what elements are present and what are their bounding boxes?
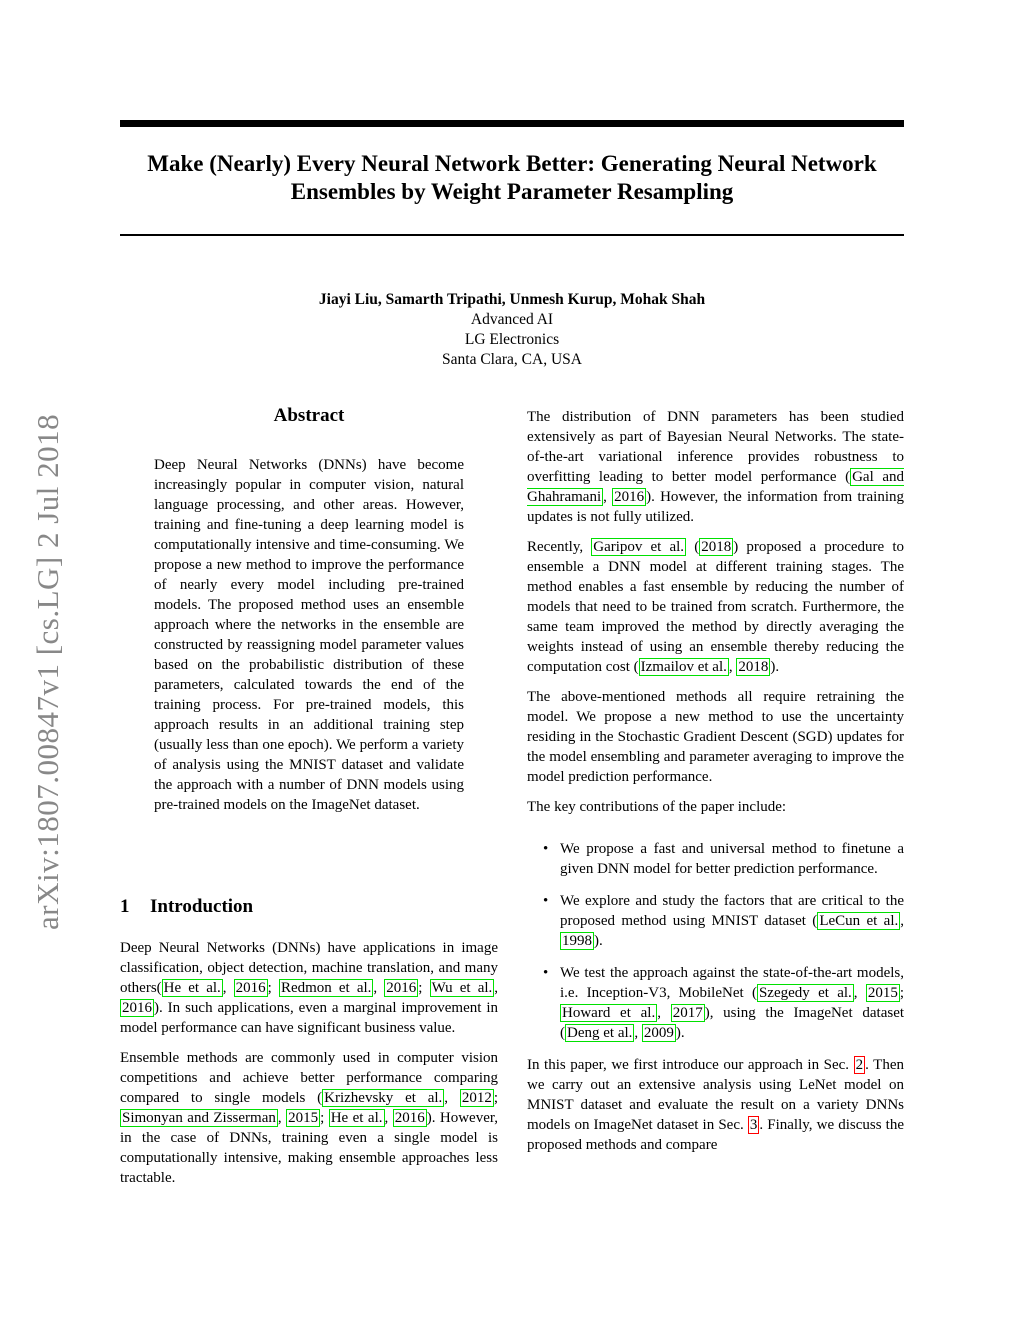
text-span: Deep Neural Networks (DNNs) have applications in image classification, object detection, machine translation, and many others( bbox=[120, 940, 498, 996]
citation-link[interactable]: 2016 bbox=[394, 1110, 425, 1126]
citation-link[interactable]: Gal and Ghahramani bbox=[527, 469, 904, 505]
list-item bbox=[527, 891, 904, 951]
citation-link[interactable]: Krizhevsky et al. bbox=[324, 1090, 443, 1106]
right-paragraph-5 bbox=[527, 1055, 904, 1155]
text-span: ). bbox=[675, 1025, 685, 1041]
affiliation-1: Advanced AI bbox=[470, 311, 554, 328]
text-span: ; bbox=[267, 980, 279, 996]
contributions-list bbox=[527, 839, 904, 1043]
citation-link[interactable]: 2016 bbox=[122, 1000, 152, 1016]
citation-link[interactable]: Deng et al. bbox=[567, 1025, 633, 1041]
citation-link[interactable]: 2015 bbox=[867, 985, 898, 1001]
citation-link[interactable]: 2018 bbox=[738, 659, 769, 675]
text-span: . Finally, we discuss the proposed methods and compare bbox=[527, 1117, 905, 1153]
text-span: ). However, the information from training updates is not fully utilized. bbox=[527, 489, 905, 525]
text-span: ; bbox=[493, 1090, 498, 1106]
text-span: ). In such applications, even a marginal improvement in model performance can have significant business value. bbox=[120, 1000, 498, 1036]
abstract-text: Deep Neural Networks (DNNs) have become increasingly popular in computer vision, natural language processing, and other areas. However, training and fine-tuning a deep learning model is computationally intensive and time-consuming. We propose a new method to improve the performance of nearly every model including pre-trained models. The proposed method uses an ensemble approach where the networks in the ensemble are constructed by reassigning model parameter values based on the probabilistic distribution of these parameters, calculated towards the end of the training process. For pre-trained models, this approach results in an additional training step (usually less than one epoch). We perform a variety of analysis using the MNIST dataset and validate the approach with a number of DNN models using pre-trained models on the ImageNet dataset. bbox=[154, 457, 464, 813]
citation-link[interactable]: Izmailov et al. bbox=[640, 659, 727, 675]
section-number: 1 bbox=[120, 896, 130, 917]
right-paragraph-4: The key contributions of the paper include: bbox=[527, 799, 787, 815]
citation-link[interactable]: 1998 bbox=[562, 933, 592, 949]
section-heading-introduction bbox=[120, 896, 253, 918]
left-column-body bbox=[120, 938, 498, 1198]
text-span: , bbox=[634, 1025, 642, 1041]
citation-link[interactable]: Howard et al. bbox=[562, 1005, 656, 1021]
text-span: ; bbox=[418, 980, 430, 996]
citation-link[interactable]: Garipov et al. bbox=[593, 539, 685, 555]
paper-title bbox=[120, 150, 904, 206]
citation-link[interactable]: 2012 bbox=[461, 1090, 492, 1106]
intro-paragraph-1 bbox=[120, 938, 498, 1038]
text-span: ; bbox=[320, 1110, 329, 1126]
text-span: We explore and study the factors that are critical to the proposed method using MNIST dataset ( bbox=[560, 893, 904, 929]
text-span: ; bbox=[899, 985, 905, 1001]
text-span: . Then we carry out an extensive analysis using LeNet model on MNIST dataset and evaluate the result on a variety DNNs models on ImageNet dataset in Sec. bbox=[527, 1057, 904, 1133]
citation-link[interactable]: 2016 bbox=[386, 980, 417, 996]
bullet-icon: • bbox=[543, 841, 549, 857]
right-paragraph-3: The above-mentioned methods all require retraining the model. We propose a new method to use the uncertainty residing in the Stochastic Gradient Descent (SGD) updates for the model ensembling and parameter averaging to improve the model prediction performance. bbox=[527, 689, 904, 785]
citation-link[interactable]: He et al. bbox=[163, 980, 221, 996]
section-reference-link[interactable]: 3 bbox=[749, 1117, 758, 1133]
bullet-icon: • bbox=[543, 893, 549, 909]
citation-link[interactable]: He et al. bbox=[330, 1110, 383, 1126]
title-line-2: Ensembles by Weight Parameter Resampling bbox=[290, 179, 734, 204]
bullet-icon: • bbox=[543, 965, 549, 981]
right-column-body bbox=[527, 407, 904, 1165]
text-span: , bbox=[277, 1110, 287, 1126]
author-location: Santa Clara, CA, USA bbox=[442, 351, 582, 368]
text-span: ), using the ImageNet dataset ( bbox=[560, 1005, 905, 1041]
list-item bbox=[527, 963, 904, 1043]
section-title: Introduction bbox=[150, 896, 254, 917]
text-span: , bbox=[494, 980, 499, 996]
citation-link[interactable]: Wu et al. bbox=[431, 980, 493, 996]
title-line-1: Make (Nearly) Every Neural Network Better: Generating Neural Network bbox=[147, 151, 877, 176]
text-span: , bbox=[900, 913, 904, 929]
citation-link[interactable]: 2015 bbox=[288, 1110, 319, 1126]
text-span: The distribution of DNN parameters has been studied extensively as part of Bayesian Neural Networks. The state-of-the-art variational inference provides robustness to overfitting leading to better model performance ( bbox=[527, 409, 904, 485]
text-span: , bbox=[603, 489, 613, 505]
author-names: Jiayi Liu, Samarth Tripathi, Unmesh Kurup, Mohak Shah bbox=[318, 291, 706, 308]
right-paragraph-1 bbox=[527, 407, 904, 527]
text-span: , bbox=[384, 1110, 393, 1126]
citation-link[interactable]: LeCun et al. bbox=[819, 913, 899, 929]
title-rule-bottom bbox=[120, 234, 904, 236]
citation-link[interactable]: Szegedy et al. bbox=[758, 985, 852, 1001]
right-paragraph-2 bbox=[527, 537, 904, 677]
list-item bbox=[527, 839, 904, 879]
arxiv-stamp: arXiv:1807.00847v1 [cs.LG] 2 Jul 2018 bbox=[30, 413, 65, 930]
text-span: , bbox=[853, 985, 866, 1001]
text-span: We propose a fast and universal method to finetune a given DNN model for better prediction performance. bbox=[560, 841, 904, 877]
citation-link[interactable]: Simonyan and Zisserman bbox=[122, 1110, 276, 1126]
text-span: ). bbox=[770, 659, 780, 675]
citation-link[interactable]: 2017 bbox=[672, 1005, 703, 1021]
text-span: ) proposed a procedure to ensemble a DNN model at different training stages. The method enables a fast ensemble by reducing the number of models that need to be trained from scratch. Furthermore, the same team improved the method by directly averaging the weights instead of using an ensemble thereby reducing the computation cost ( bbox=[527, 539, 905, 675]
citation-link[interactable]: Redmon et al. bbox=[280, 980, 372, 996]
text-span: ). bbox=[594, 933, 603, 949]
text-span: ( bbox=[686, 539, 700, 555]
intro-paragraph-2 bbox=[120, 1048, 498, 1188]
citation-link[interactable]: 2016 bbox=[614, 489, 645, 505]
text-span: We test the approach against the state-of-the-art models, i.e. Inception-V3, MobileNet ( bbox=[560, 965, 904, 1001]
text-span: Ensemble methods are commonly used in computer vision competitions and achieve better performance comparing compared to single models ( bbox=[120, 1050, 498, 1106]
text-span: , bbox=[222, 980, 234, 996]
text-span: , bbox=[444, 1090, 460, 1106]
author-block bbox=[120, 290, 904, 370]
abstract-heading: Abstract bbox=[273, 405, 345, 426]
text-span: In this paper, we first introduce our approach in Sec. bbox=[527, 1057, 854, 1073]
section-reference-link[interactable]: 2 bbox=[855, 1057, 864, 1073]
affiliation-2: LG Electronics bbox=[464, 331, 560, 348]
title-rule-top bbox=[120, 120, 904, 127]
text-span: , bbox=[657, 1005, 671, 1021]
text-span: , bbox=[728, 659, 737, 675]
citation-link[interactable]: 2009 bbox=[643, 1025, 674, 1041]
text-span: Recently, bbox=[527, 539, 592, 555]
text-span: ). However, in the case of DNNs, training even a single model is computationally intensive, making ensemble approaches less tractable. bbox=[120, 1110, 499, 1186]
citation-link[interactable]: 2016 bbox=[235, 980, 266, 996]
citation-link[interactable]: 2018 bbox=[701, 539, 732, 555]
text-span: , bbox=[373, 980, 385, 996]
